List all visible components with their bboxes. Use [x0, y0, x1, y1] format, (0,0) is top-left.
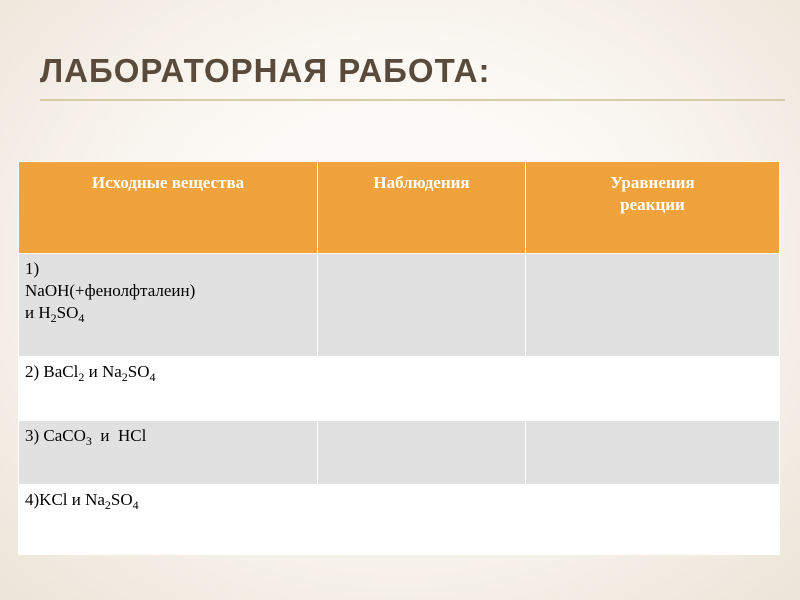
formula-text: SO — [127, 362, 150, 381]
table-header-row — [19, 162, 780, 254]
cell-observations[interactable] — [318, 421, 526, 485]
formula-text: и H — [25, 303, 51, 322]
formula-text: 3) CaCO — [25, 426, 86, 445]
cell-observations[interactable] — [318, 357, 526, 421]
formula-text: 4)KCl и Na — [25, 490, 105, 509]
formula-subscript: 2 — [121, 370, 128, 384]
substance-line: 1) — [25, 259, 40, 278]
cell-substances — [19, 357, 318, 421]
formula-subscript: 2 — [50, 311, 57, 325]
substance-line — [25, 302, 311, 324]
header-equations-label: Уравнения реакции — [610, 173, 695, 214]
cell-observations[interactable] — [318, 254, 526, 357]
formula-text: 2) BaCl — [25, 362, 79, 381]
cell-substances — [19, 421, 318, 485]
formula-text: и Na — [84, 362, 122, 381]
lab-table — [18, 161, 780, 555]
formula-subscript: 2 — [78, 370, 85, 384]
cell-observations[interactable] — [318, 485, 526, 555]
cell-equations[interactable] — [526, 254, 780, 357]
header-equations — [526, 162, 780, 254]
header-observations: Наблюдения — [318, 162, 526, 254]
formula-text: SO — [110, 490, 133, 509]
formula-subscript: 4 — [78, 311, 85, 325]
table-row — [19, 421, 780, 485]
formula-subscript: 4 — [132, 498, 139, 512]
formula-text: SO — [56, 303, 79, 322]
formula-subscript: 3 — [85, 434, 92, 448]
formula-subscript: 4 — [149, 370, 156, 384]
table-row — [19, 254, 780, 357]
title-underline — [40, 99, 785, 101]
cell-equations[interactable] — [526, 485, 780, 555]
cell-substances — [19, 485, 318, 555]
substance-line: NaOH(+фенолфталеин) — [25, 281, 196, 300]
table-row — [19, 485, 780, 555]
formula-subscript: 2 — [104, 498, 111, 512]
table-row — [19, 357, 780, 421]
slide-title: ЛАБОРАТОРНАЯ РАБОТА: — [40, 52, 491, 89]
cell-equations[interactable] — [526, 357, 780, 421]
formula-text: и HCl — [91, 426, 147, 445]
header-substances: Исходные вещества — [19, 162, 318, 254]
cell-substances — [19, 254, 318, 357]
cell-equations[interactable] — [526, 421, 780, 485]
